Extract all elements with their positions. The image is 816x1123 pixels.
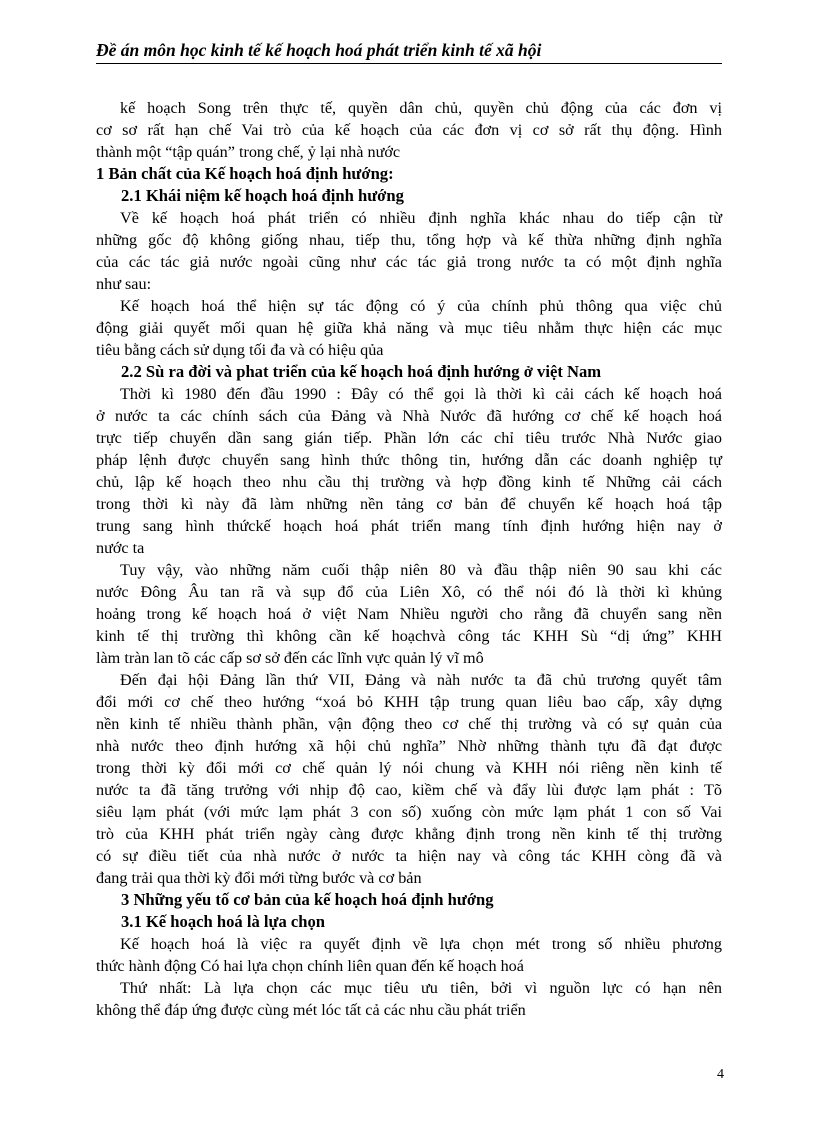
subsection-heading: 2.1 Khái niệm kế hoạch hoá định hướng <box>121 186 404 205</box>
body-line: làm tràn lan tõ các cấp sơ sở đến các lĩnh vực quản lý vĩ mô <box>96 649 484 667</box>
body-line: không thể đáp ứng được cùng mét lóc tất cả các nhu cầu phát triển <box>96 1001 526 1019</box>
body-line: như sau: <box>96 275 152 293</box>
body-line: hoảng trong kế hoạch hoá ở việt Nam Nhiều người cho rằng đã chuyển sang nền <box>96 605 722 623</box>
body-line: đang trải qua thời kỳ đổi mới từng bước và cơ bản <box>96 869 422 887</box>
body-line: trong thời kì này đã làm những nền tảng cơ bản để chuyển kế hoạch hoá tập <box>96 495 722 513</box>
body-line: Tuy vậy, vào những năm cuối thập niên 80 và đầu thập niên 90 sau khi các <box>120 561 722 579</box>
body-line: thức hành động Có hai lựa chọn chính liên quan đến kế hoạch hoá <box>96 957 524 975</box>
body-line: nước ta đã tăng trưởng với nhịp độ cao, kiềm chế và đẩy lùi được lạm phát : Tõ <box>96 781 722 799</box>
body-line: chủ, lập kế hoạch theo nhu cầu thị trường và hợp đồng kinh tế Những cải cách <box>96 473 722 491</box>
body-line: Thời kì 1980 đến đầu 1990 : Đây có thể gọi là thời kì cải cách kế hoạch hoá <box>120 385 722 403</box>
body-line: nền kinh tế nhiều thành phần, vận động theo cơ chế thị trường và có sự quản của <box>96 715 722 733</box>
body-line: Thứ nhất: Là lựa chọn các mục tiêu ưu tiên, bởi vì nguồn lực có hạn nên <box>120 979 722 997</box>
body-line: nước Đông Âu tan rã và sụp đổ của Liên Xô, có thể nói đó là thời kì khủng <box>96 583 722 601</box>
body-line: nước ta <box>96 539 145 557</box>
body-line: pháp lệnh được chuyển sang hình thức thông tin, hướng dẫn các doanh nghiệp tự <box>96 451 722 469</box>
body-line: siêu lạm phát (với mức lạm phát 3 con số) xuống còn mức lạm phát 1 con số Vai <box>96 803 722 821</box>
subsection-heading: 2.2 Sù ra đời và phat triển của kế hoạch hoá định hướng ở việt Nam <box>121 362 602 381</box>
body-line: có sự điều tiết của nhà nước ở nước ta hiện nay và công tác KHH còng đã và <box>96 847 722 865</box>
body-line: ở nước ta các chính sách của Đảng và Nhà Nước đã hướng cơ chế kế hoạch hoá <box>96 407 722 425</box>
body-line: trực tiếp chuyển dần sang gián tiếp. Phần lớn các chỉ tiêu trước Nhà Nước giao <box>96 429 722 447</box>
body-line: Đến đại hội Đảng lần thứ VII, Đảng và nàh nước ta đã chủ trương quyết tâm <box>120 671 722 689</box>
body-line: kế hoạch Song trên thực tế, quyền dân chủ, quyền chủ động của các đơn vị <box>120 99 722 117</box>
section-heading: 1 Bản chất của Kế hoạch hoá định hướng: <box>96 164 394 183</box>
body-line: trong thời kỳ đổi mới cơ chế quản lý nói chung và KHH nói riêng nền kinh tế <box>96 759 722 777</box>
section-heading: 3 Những yếu tố cơ bản của kế hoạch hoá định hướng <box>121 890 494 909</box>
subsection-heading: 3.1 Kế hoạch hoá là lựa chọn <box>121 912 326 931</box>
body-line: đổi mới cơ chế theo hướng “xoá bỏ KHH tập trung quan liêu bao cấp, xây dựng <box>96 693 722 711</box>
body-line: trò của KHH phát triển ngày càng được khẳng định trong nền kinh tế thị trường <box>96 825 722 843</box>
body-line: của các tác giả nước ngoài cũng như các tác giả trong nước ta có một định nghĩa <box>96 253 722 271</box>
body-line: cơ sơ rất hạn chế Vai trò của kế hoạch của các đơn vị cơ sở rất thụ động. Hình <box>96 121 722 139</box>
body-line: thành một “tập quán” trong chế, ỷ lại nhà nước <box>96 143 401 161</box>
body-line: Kế hoạch hoá thể hiện sự tác động có ý của chính phủ thông qua việc chủ <box>120 297 722 315</box>
body-line: nhà nước theo định hướng xã hội chủ nghĩa” Nhờ những thành tựu đã đạt được <box>96 737 722 755</box>
body-line: những gốc độ không giống nhau, tiếp thu, tổng hợp và kế thừa những định nghĩa <box>96 231 722 249</box>
body-line: động giải quyết mối quan hệ giữa khả năng và mục tiêu nhằm thực hiện các mục <box>96 319 722 337</box>
body-line: trung sang hình thứckế hoạch hoá phát triển mang tính định hướng hiện nay ở <box>96 517 722 535</box>
body-line: Kế hoạch hoá là việc ra quyết định về lựa chọn mét trong số nhiều phương <box>120 935 722 953</box>
page-header: Đề án môn học kinh tế kế hoạch hoá phát triển kinh tế xã hội <box>96 37 722 64</box>
body-line: kinh tế thị trường thì không cần kế hoạchvà công tác KHH Sù “dị ứng” KHH <box>96 627 722 645</box>
page-number: 4 <box>717 1067 724 1082</box>
body-line: tiêu bằng cách sử dụng tối đa và có hiệu qủa <box>96 341 384 359</box>
body-line: Về kế hoạch hoá phát triển có nhiều định nghĩa khác nhau do tiếp cận từ <box>120 209 722 227</box>
